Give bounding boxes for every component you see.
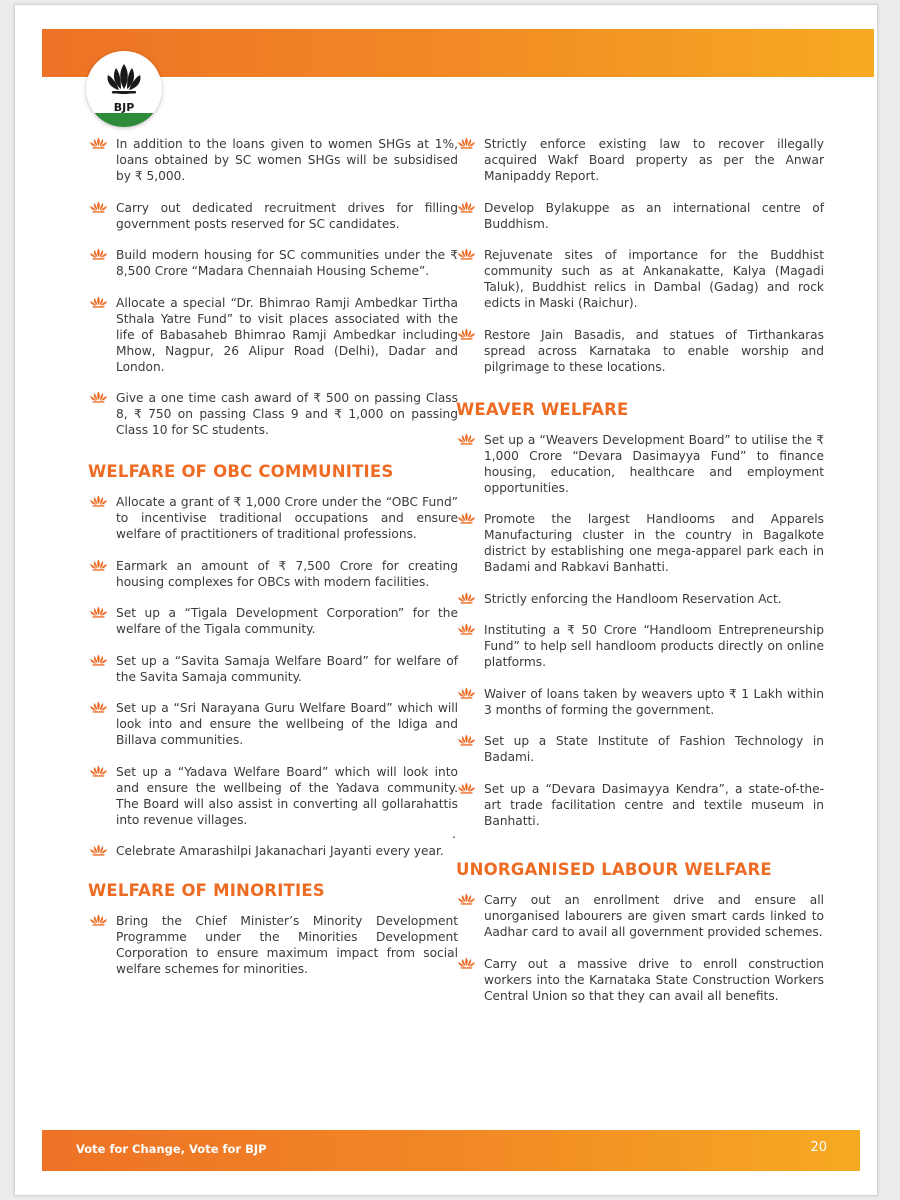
minorities-continued-list <box>456 136 824 375</box>
weaver-welfare-list <box>456 432 824 829</box>
manifesto-page <box>14 4 878 1196</box>
list-item <box>456 892 824 940</box>
lotus-bullet-icon <box>457 893 476 905</box>
list-item <box>88 605 458 637</box>
bjp-logo <box>86 51 162 127</box>
lotus-bullet-icon <box>89 844 108 856</box>
list-item-text: Set up a “Yadava Welfare Board” which will look into and ensure the wellbeing of the Yadava community. The Board will also assist in converting all gollarahattis into revenue villages. <box>116 764 458 827</box>
obc-welfare-heading: WELFARE OF OBC COMMUNITIES <box>88 462 394 481</box>
list-item <box>456 136 824 184</box>
list-item-text: Restore Jain Basadis, and statues of Tirthankaras spread across Karnataka to enable worship and pilgrimage to these locations. <box>484 327 824 374</box>
lotus-bullet-icon <box>89 701 108 713</box>
lotus-bullet-icon <box>89 914 108 926</box>
list-item <box>456 622 824 670</box>
list-item-text: In addition to the loans given to women SHGs at 1%, loans obtained by SC women SHGs will be subsidised by ₹ 5,000. <box>116 137 458 183</box>
header-band <box>42 29 874 77</box>
lotus-bullet-icon <box>89 391 108 403</box>
lotus-bullet-icon <box>457 687 476 699</box>
lotus-bullet-icon <box>89 137 108 149</box>
minorities-welfare-list <box>88 913 458 977</box>
list-item-text: Set up a “Sri Narayana Guru Welfare Board” which will look into and ensure the wellbeing of the Idiga and Billava communities. <box>116 701 458 747</box>
lotus-bullet-icon <box>457 957 476 969</box>
lotus-bullet-icon <box>457 328 476 340</box>
list-item-text: Promote the largest Handlooms and Apparels Manufacturing cluster in the country in Bagalkote district by establishing one mega-apparel park each in Badami and Rabkavi Banhatti. <box>484 512 824 574</box>
list-item <box>88 764 458 828</box>
labour-welfare-heading: UNORGANISED LABOUR WELFARE <box>456 860 772 879</box>
lotus-bullet-icon <box>89 201 108 213</box>
lotus-bullet-icon <box>89 765 108 777</box>
left-column <box>88 136 458 993</box>
logo-text: BJP <box>113 101 135 114</box>
list-item <box>88 200 458 232</box>
list-item <box>456 432 824 496</box>
labour-welfare-list <box>456 892 824 1004</box>
lotus-bullet-icon <box>89 248 108 260</box>
list-item <box>88 913 458 977</box>
right-column <box>452 136 824 1019</box>
list-item <box>88 136 458 184</box>
lotus-bullet-icon <box>457 512 476 524</box>
lotus-bullet-icon <box>457 592 476 604</box>
sc-welfare-list <box>88 136 458 438</box>
list-item <box>456 511 824 575</box>
lotus-bullet-icon <box>457 782 476 794</box>
list-item <box>456 327 824 375</box>
list-item <box>456 956 824 1004</box>
list-item <box>456 247 824 311</box>
list-item-text: Allocate a grant of ₹ 1,000 Crore under the “OBC Fund” to incentivise traditional occupations and ensure welfare of practitioners of traditional professions. <box>116 495 458 541</box>
list-item <box>456 686 824 718</box>
list-item-text: Set up a “Weavers Development Board” to utilise the ₹ 1,000 Crore “Devara Dasimayya Fund” to finance housing, education, healthcare and employment opportunities. <box>484 432 824 495</box>
lotus-bullet-icon <box>457 137 476 149</box>
list-item-text: Allocate a special “Dr. Bhimrao Ramji Ambedkar Tirtha Sthala Yatre Fund” to visit places associated with the life of Babasaheb Bhimrao Ramji Ambedkar including Mhow, Nagpur, 26 Alipur Road (Delhi), Dadar and London. <box>116 295 458 374</box>
list-item <box>456 591 824 607</box>
list-item-text: Earmark an amount of ₹ 7,500 Crore for creating housing complexes for OBCs with modern facilities. <box>116 558 458 589</box>
list-item-text: Set up a “Devara Dasimayya Kendra”, a state-of-the-art trade facilitation centre and textile museum in Banhatti. <box>484 781 824 828</box>
list-item <box>456 733 824 765</box>
footer-band <box>42 1130 860 1171</box>
lotus-logo-icon <box>86 51 162 127</box>
list-item-text: Build modern housing for SC communities under the ₹ 8,500 Crore “Madara Chennaiah Housing Scheme”. <box>116 248 458 278</box>
list-item <box>88 295 458 375</box>
list-item <box>88 843 458 859</box>
lotus-bullet-icon <box>457 433 476 445</box>
list-item-text: Set up a State Institute of Fashion Technology in Badami. <box>484 734 824 764</box>
lotus-bullet-icon <box>89 495 108 507</box>
list-item-text: Carry out an enrollment drive and ensure all unorganised labourers are given smart cards linked to Aadhar card to avail all government provided schemes. <box>484 893 824 939</box>
list-item <box>88 494 458 542</box>
lotus-bullet-icon <box>89 606 108 618</box>
list-item-text: Bring the Chief Minister’s Minority Development Programme under the Minorities Development Corporation to ensure maximum impact from social welfare schemes for minorities. <box>116 914 458 976</box>
lotus-bullet-icon <box>89 296 108 308</box>
list-item-text: Strictly enforcing the Handloom Reservation Act. <box>484 591 782 606</box>
list-item-text: Give a one time cash award of ₹ 500 on passing Class 8, ₹ 750 on passing Class 9 and ₹ 1,000 on passing Class 10 for SC students. <box>116 391 458 437</box>
minorities-welfare-heading: WELFARE OF MINORITIES <box>88 881 325 900</box>
lotus-bullet-icon <box>457 734 476 746</box>
list-item-text: Rejuvenate sites of importance for the Buddhist community such as at Ankanakatte, Kalya (Magadi Taluk), Buddhist relics in Dambal (Gadag) and rock edicts in Maski (Raichur). <box>484 248 824 310</box>
list-item-text: Celebrate Amarashilpi Jakanachari Jayanti every year. <box>116 844 444 858</box>
stray-mark: . <box>452 827 456 841</box>
lotus-bullet-icon <box>457 623 476 635</box>
list-item-text: Set up a “Savita Samaja Welfare Board” for welfare of the Savita Samaja community. <box>116 653 458 684</box>
list-item-text: Set up a “Tigala Development Corporation” for the welfare of the Tigala community. <box>116 606 458 636</box>
list-item <box>88 390 458 438</box>
lotus-bullet-icon <box>457 201 476 213</box>
list-item-text: Strictly enforce existing law to recover illegally acquired Wakf Board property as per the Anwar Manipaddy Report. <box>484 137 824 183</box>
list-item-text: Develop Bylakuppe as an international centre of Buddhism. <box>484 200 824 231</box>
footer-tagline: Vote for Change, Vote for BJP <box>76 1142 267 1156</box>
obc-welfare-list <box>88 494 458 859</box>
page-number: 20 <box>810 1140 827 1155</box>
list-item <box>88 247 458 279</box>
list-item-text: Carry out a massive drive to enroll construction workers into the Karnataka State Construction Workers Central Union so that they can avail all benefits. <box>484 956 824 1003</box>
weaver-welfare-heading: WEAVER WELFARE <box>456 399 629 419</box>
lotus-bullet-icon <box>89 654 108 666</box>
list-item <box>456 200 824 232</box>
list-item-text: Carry out dedicated recruitment drives for filling government posts reserved for SC candidates. <box>116 200 458 231</box>
list-item <box>88 653 458 685</box>
list-item-text: Waiver of loans taken by weavers upto ₹ 1 Lakh within 3 months of forming the government. <box>484 686 824 717</box>
lotus-bullet-icon <box>457 248 476 260</box>
list-item <box>88 700 458 748</box>
lotus-bullet-icon <box>89 559 108 571</box>
list-item <box>456 781 824 829</box>
list-item <box>88 558 458 590</box>
list-item-text: Instituting a ₹ 50 Crore “Handloom Entrepreneurship Fund” to help sell handloom products directly on online platforms. <box>484 623 824 669</box>
